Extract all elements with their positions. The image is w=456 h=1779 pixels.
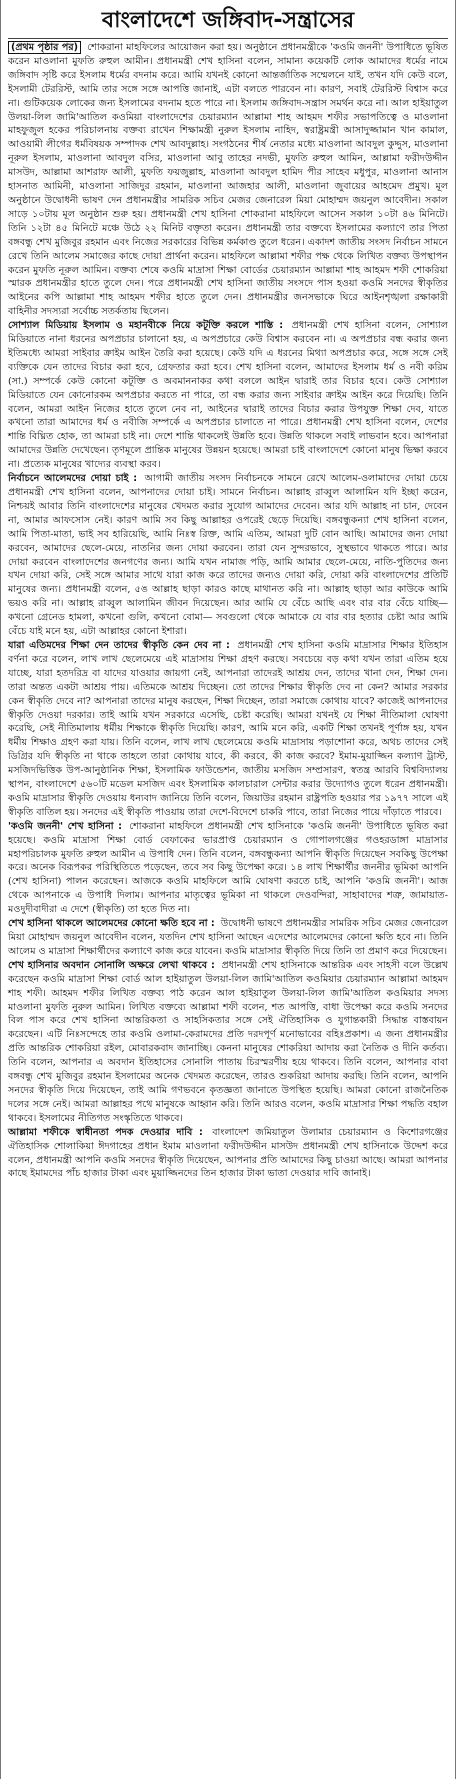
paragraph-text: প্রধানমন্ত্রী শেখ হাসিনাকে আন্তরিক এবং সাহসী বলে উল্লেখ করেছেন কওমি মাদ্রাসা শিক্ষা বোর্ড আল হাইয়াতুল উলয়া-লিল জামি'আতিল কওমিয়ার চেয়ারম্যান আল্লামা আহমদ শাহ শফী। আহমদ শফীর লিখিত বক্তব্য পাঠ করেন আল হাইয়াতুল উলয়া-লিল জামি'আতিল কওমিয়ার সদস্য মাওলানা মুফতি নুরুল আমিন। লিখিত বক্তব্যে আল্লামা শফী বলেন, শত আপত্তি, বাধা উপেক্ষা করে কওমি সনদের বিল পাস করে শেখ হাসিনা আন্তরিকতা ও সাহসিকতার সঙ্গে সেই ঐতিহাসিক ও যুগান্তকারী সিদ্ধান্ত বাস্তবায়ন করেছেন। এটি নিঃসন্দেহে তার কওমি ওলামা-কেরামদের প্রতি দরদপূর্ণ মনোভাবের বহিঃপ্রকাশ। এ জন্য প্রধানমন্ত্রীর প্রতি আন্তরিক শোকরিয়া রইল, মোবারকবাদ জানাচ্ছি। কেননা মানুষের শোকরিয়া আদায় করা নৈতিক ও দীনি কর্তব্য। তিনি বলেন, আপনার এ অবদান ইতিহাসের সোনালি পাতায় চিরস্মরণীয় হয়ে থাকবে। তিনি বলেন, আপনার বাবা বঙ্গবন্ধু শেখ মুজিবুর রহমান ইসলামের অনেক খেদমত করেছেন, তারও শুকরিয়া আদায় করছি। তিনি বলেন, আপনি সনদের স্বীকৃতি দিয়ে দিয়েছেন, তাই আমি গণভবনে কৃতজ্ঞতা জানাতে উপস্থিত হয়েছি। আমরা কোনো রাজনৈতিক দলের সঙ্গে নেই। আমরা আল্লাহর পথে মানুষকে আহ্বান করি। তিনি আরও বলেন, কওমি মাদ্রাসার শিক্ষা পদ্ধতি বহাল থাকবে। ইসলামের নীতিগত সংস্কৃতিতে থাকবে।	[8, 959, 448, 1124]
section-subheading: সোশ্যাল মিডিয়ায় ইসলাম ও মহানবীকে নিয়ে কটূক্তি করলে শাস্তি :	[8, 320, 284, 332]
article-paragraph	[8, 1126, 448, 1182]
paragraph-text: বাংলাদেশ জমিয়াতুল উলামার চেয়ারম্যান ও কিশোরগঞ্জের ঐতিহাসিক শোলাকিয়া ঈদগাহের প্রধান ইমাম মাওলানা ফরীদউদ্দীন মাসউদ প্রধানমন্ত্রী শেখ হাসিনাকে উদ্দেশ করে বলেন, প্রধানমন্ত্রী আপনি কওমি সনদের স্বীকৃতি দিয়েছেন, আপনার প্রতি আমাদের কিছু চাওয়া আছে। আমরা আপনার কাছে ইমামদের পাঁচ হাজার টাকা এবং মুয়াজ্জিনদের তিন হাজার টাকা ভাতা দেওয়ার দাবি জানাই।	[8, 1126, 448, 1180]
paragraph-text: উদ্বোধনী ভাষণে প্রধানমন্ত্রীর সামরিক সচিব মেজর জেনারেল মিয়া মোহাম্মদ জয়নুল আবেদীন বলেন, যতদিন শেখ হাসিনা আছেন এদেশের আলেমদের কোনো ক্ষতি হবে না। তিনি আলেম ও মাদ্রাসা শিক্ষার্থীদের কল্যাণে কাজ করে যাবেন। কওমি মাদ্রাসার স্বীকৃতি দিয়ে তিনি তা প্রমাণ করে দিয়েছেন।	[8, 918, 448, 957]
section-subheading: 'কওমি জননী' শেখ হাসিনা :	[8, 820, 122, 832]
paragraph-text: প্রধানমন্ত্রী শেখ হাসিনা কওমি মাদ্রাসার শিক্ষার ইতিহাস বর্ণনা করে বলেন, লাখ লাখ ছেলেমেয়ে এই মাদ্রাসায় শিক্ষা গ্রহণ করছে। সবচেয়ে বড় কথা যখন তারা এতিম হয়ে যাচ্ছে, যারা হতদরিদ্র বা যাদের যাওয়ার জায়গা নেই, আপনারা তাদেরই আশ্রয় দেন, তাদের খানা দেন, শিক্ষা দেন। তারা অন্তত একটা আশ্রয় পায়। এতিমকে আশ্রয় দিচ্ছেন। তো তাদের শিক্ষার স্বীকৃতি দেব না কেন? আমার সরকার কেন স্বীকৃতি দেবে না? আপনারা তাদের মানুষ করছেন, শিক্ষা দিচ্ছেন, তারা সমাজে কোথায় যাবে? কাজেই আপনাদের স্বীকৃতি দেওয়া দরকার। তাই আমি যখন সরকারে এসেছি, চেষ্টা করেছি। আমরা যখনই যে শিক্ষা নীতিমালা ঘোষণা করেছি, সেই নীতিমালায় ধর্মীয় শিক্ষাকে স্বীকৃতি দিয়েছি। কারণ, আমি মনে করি, একটি শিক্ষা তখনই পূর্ণাঙ্গ হয়, যখন ধর্মীয় শিক্ষাও গ্রহণ করা যায়। তিনি বলেন, লাখ লাখ ছেলেমেয়ে কওমি মাদ্রাসায় পড়াশোনা করে, অথচ তাদের সেই ডিগ্রির যদি স্বীকৃতি না থাকে তাহলে তারা কোথায় যাবে, কী করবে, কী কাজ করবে? ইমাম-মুয়াজ্জিন কল্যাণ ট্রাস্ট, মসজিদভিত্তিক উপ-আনুষ্ঠানিক শিক্ষা, ইসলামিক ফাউন্ডেশন, জাতীয় মসজিদ সম্প্রসারণ, স্বতন্ত্র আরবি বিশ্ববিদ্যালয় স্থাপন, বাংলাদেশে ৫৬০টি মডেল মসজিদ এবং ইসলামিক কালচারাল সেন্টার করার উদ্যোগও তুলে ধরেন প্রধানমন্ত্রী। কওমি মাদ্রাসার স্বীকৃতি দেওয়ায় ধন্যবাদ জানিয়ে তিনি বলেন, জিয়াউর রহমান রাষ্ট্রপতি হওয়ার পর ১৯৭৭ সালে এই স্বীকৃতি বাতিল হয়। সনদের এই স্বীকৃতি পাওয়ায় তারা দেশে-বিদেশে চাকরি পাবে, তারা নিজের পায়ে দাঁড়াতে পারবে।	[8, 639, 448, 818]
paragraph-text: আগামী জাতীয় সংসদ নির্বাচনকে সামনে রেখে আলেম-ওলামাদের দোয়া চেয়ে প্রধানমন্ত্রী শেখ হাসিনা বলেন, আপনাদের দোয়া চাই। সামনে নির্বাচন। আল্লাহ রাব্বুল আলামিন যদি ইচ্ছা করেন, নিশ্চয়ই আবার তিনি বাংলাদেশের মানুষের খেদমত করার সুযোগ আমাদের দেবেন। আর যদি আল্লাহ না চান, দেবেন না, আমার আফসোস নেই। কারণ আমি সব কিছু আল্লাহর ওপরেই ছেড়ে দিয়েছি। বঙ্গবন্ধুকন্যা শেখ হাসিনা বলেন, আমি পিতা-মাতা, ভাই সব হারিয়েছি, আমি নিঃস্ব রিক্ত, আমি এতিম, আমরা দুটি বোন আছি। আমাদের জন্য দোয়া করবেন, আমাদের ছেলে-মেয়ে, নাতনির জন্য দোয়া করবেন। তারা যেন সুন্দরভাবে, সুস্থভাবে থাকতে পারে। আর দোয়া করবেন বাংলাদেশের জনগণের জন্য। আমি যখন নামাজ পড়ি, আমি আমার ছেলে-মেয়ে, নাতি-পুতিদের জন্য যখন দোয়া করি, সেই সঙ্গে আমার সাথে যারা কাজ করে তাদের জন্যও দোয়া করি, দোয়া করি বাংলাদেশের প্রতিটি মানুষের জন্য। প্রধানমন্ত্রী বলেন, ৫ঙ আল্লাহ ছাড়া কারও কাছে মাথানত করি না। আল্লাহ ছাড়া আর কাউকে আমি ভয়ও করি না। আল্লাহ রাব্বুল আলামিন জীবন দিয়েছেন। আর আমি যে বেঁচে আছি এবং বার বার বেঁচে যাচ্ছি— কখনো গ্রেনেড হামলা, কখনো গুলি, কখনো বোমা— সবগুলো থেকে আমাকে যে বার বার হত্যার চেষ্টা আর আমি বেঁচে যাই মনে হয়, এটা আল্লাহর কোনো ইশারা।	[8, 473, 448, 638]
article-paragraph	[8, 959, 448, 1126]
section-subheading: যারা এতিমদের শিক্ষা দেন তাদের স্বীকৃতি কেন দেব না :	[8, 639, 230, 651]
article-body	[8, 41, 448, 1181]
article-paragraph	[8, 319, 448, 472]
article-paragraph	[8, 917, 448, 959]
continuation-label: (প্রথম পৃষ্ঠার পর)	[8, 41, 81, 54]
paragraph-text: শোকরানা মাহফিলে প্রধানমন্ত্রী শেখ হাসিনাকে 'কওমি জননী' উপাধিতে ভূষিত করা হয়েছে। কওমি মাদ্রাসা শিক্ষা বোর্ড বেফাকের ভারপ্রাপ্ত চেয়ারম্যান ও গোপালগঞ্জের গওহরডাঙ্গা মাদ্রাসার মহাপরিচালক মুফতি রুহুল আমীন এ উপাধি দেন। তিনি বলেন, বঙ্গবন্ধুকন্যা আপনি স্বীকৃতি দিয়েছেন সবকিছু উপেক্ষা করে। অনেক বিরূপকর পরিস্থিতিতে পড়েছেন, তবে সব কিছু উপেক্ষা করে। ১৪ লাখ শিক্ষার্থীর জননীর ভূমিকা আপনি (শেখ হাসিনা) পালন করেছেন। আজকে কওমি মাহফিলে আমি ঘোষণা করতে চাই, আপনি 'কওমি জননী'। আজ থেকে আপনাকে এ উপাধি দিলাম। আপনার মাতৃত্বের ভূমিকা না থাকলে দেওবন্দিরা, সাহাবাদের শত্রু, জামায়াত-মওদুদীবাদীরা এ দেশে (স্বীকৃতি) তা হতে দিত না।	[8, 820, 448, 916]
section-subheading: নির্বাচনে আলেমদের দোয়া চাই :	[8, 473, 138, 485]
headline: বাংলাদেশে জঙ্গিবাদ-সন্ত্রাসের	[8, 6, 448, 39]
article-paragraph	[8, 639, 448, 820]
paragraph-text: শোকরানা মাহফিলের আয়োজন করা হয়। অনুষ্ঠানে প্রধানমন্ত্রীকে 'কওমি জননী' উপাধিতে ভূষিত করেন মাওলানা মুফতি রুহুল আমীন। প্রধানমন্ত্রী শেখ হাসিনা বলেন, সামান্য কয়েকটি লোক আমাদের ধর্মের নামে জঙ্গিবাদ সৃষ্টি করে ইসলাম ধর্মের বদনাম করে। আমি যখনই কোনো আন্তর্জাতিক সম্মেলনে যাই, তখন যদি কেউ বলে, ইসলামী টেররিস্ট, আমি তার সঙ্গে সঙ্গে আপত্তি জানাই, এটা বলতে পারবেন না। কারণ, সবাই টেররিস্ট বিশ্বাস করে না। গুটিকয়েক লোকের জন্য ইসলামের বদনাম হতে পারে না। ইসলাম জঙ্গিবাদ-সন্ত্রাস সমর্থন করে না। আল হাইয়াতুল উলয়া-লিল জামি'আতিল কওমিয়া বাংলাদেশের চেয়ারম্যান আল্লামা শাহ আহমদ শফীর সভাপতিত্বে ও মাওলানা মাহফুজুল হকের পরিচালনায় বক্তব্য রাখেন শিক্ষামন্ত্রী নুরুল ইসলাম নাহিদ, স্বরাষ্ট্রমন্ত্রী আসাদুজ্জামান খান কামাল, আওয়ামী লীগের ধর্মবিষয়ক সম্পাদক শেখ আবদুল্লাহ। সংগঠনের শীর্ষ নেতার মধ্যে মাওলানা আবদুল কুদ্দুস, মাওলানা নূরুল ইসলাম, মাওলানা আবদুল বসির, মাওলানা আবু তাহের নদভী, মুফতি রুহুল আমিন, আল্লামা ফরীদউদ্দীন মাসউদ, আল্লামা আশরাফ আলী, মুফতি ফয়জুল্লাহ, মাওলানা আবদুল হামিদ পীর সাহেব মধুপুর, মাওলানা আনাস হাসনাত আমিনী, মাওলানা সাজিদুর রহমান, মাওলানা আজহার আলী, মাওলানা জুবায়ের আহমেদ প্রমুখ। মূল অনুষ্ঠানে উদ্বোধনী ভাষণ দেন প্রধানমন্ত্রীর সামরিক সচিব মেজর জেনারেল মিয়া মোহাম্মদ জয়নুল আবেদীন। সকাল সাড়ে ১০টায় মূল অনুষ্ঠান শুরু হয়। প্রধানমন্ত্রী শেখ হাসিনা শোকরানা মাহফিলে আসেন সকাল ১০টা ৪৬ মিনিটে। তিনি ১২টা ৪৫ মিনিটে মঞ্চে উঠে ২২ মিনিট বক্তৃতা করেন। প্রধানমন্ত্রী তার বক্তব্যে ইসলামের কল্যাণে তার পিতা বঙ্গবন্ধু শেখ মুজিবুর রহমান এবং নিজের সরকারের বিভিন্ন কর্মকাণ্ড তুলে ধরেন। একাদশ জাতীয় সংসদ নির্বাচন সামনে রেখে তিনি আলেম সমাজের কাছে দোয়া প্রার্থনা করেন। মাহফিলে আল্লামা শফীর পক্ষ থেকে লিখিত বক্তব্য উপস্থাপন করেন মুফতি নূরুল আমিন। বক্তব্য শেষে কওমি মাদ্রাসা শিক্ষা বোর্ডের চেয়ারম্যান আল্লামা শাহ আহমদ শফী শোকরিয়া স্মারক প্রধানমন্ত্রীর হাতে তুলে দেন। পরে প্রধানমন্ত্রী শেখ হাসিনা জাতীয় সংসদে পাস হওয়া কওমি সনদের স্বীকৃতির আইনের কপি আল্লামা শাহ আহমদ শফীর হাতে তুলে দেন। প্রধানমন্ত্রীর জনসভাকে ঘিরে আইনশৃঙ্খলা রক্ষাকারী বাহিনীর সদস্যরা সর্বোচ্চ সতর্কতায় ছিলেন।	[8, 42, 448, 318]
article-paragraph	[8, 820, 448, 917]
section-subheading: শেখ হাসিনা থাকলে আলেমদের কোনো ক্ষতি হবে না :	[8, 918, 215, 930]
article-paragraph	[8, 41, 448, 319]
section-subheading: শেখ হাসিনার অবদান সোনালি অক্ষরে লেখা থাকবে :	[8, 959, 215, 971]
paragraph-text: প্রধানমন্ত্রী শেখ হাসিনা বলেন, সোশ্যাল মিডিয়াতে নানা ধরনের অপপ্রচার চালানো হয়, এ অপপ্রচারে কেউ বিশ্বাস করবেন না। এ অপপ্রচার বন্ধ করার জন্য ইতিমধ্যে আমরা সাইবার ক্রাইম আইন তৈরি করা হয়েছে। কেউ যদি এ ধরনের মিথ্যা অপপ্রচার করে, সঙ্গে সঙ্গে সেই ব্যক্তিকে যেন তাদের বিচার করা হবে, গ্রেফতার করা হবে। শেখ হাসিনা বলেন, আমাদের ইসলাম ধর্ম ও নবী করিম (সা.) সম্পর্কে কেউ কোনো কটূক্তি ও অবমাননাকর কথা বললে আইন দ্বারাই তার বিচার হবে। কেউ সোশ্যাল মিডিয়াতে যেন কোনোরকম অপপ্রচার করতে না পারে, তা বন্ধ করার জন্য সাইবার ক্রাইম আইন করে দিয়েছি। তিনি বলেন, আমরা আইন নিজের হাতে তুলে নেব না, আইনের দ্বারাই তাদের বিচার করার উপযুক্ত শিক্ষা দেব, যাতে কখনো তারা আমাদের ধর্ম ও নবীজি সম্পর্কে এ অপপ্রচার চালাতে না পারে। প্রধানমন্ত্রী শেখ হাসিনা বলেন, দেশের শান্তি বিঘ্নিত হোক, তা আমরা চাই না। দেশে শান্তি থাকলেই উন্নতি হবে। উন্নতি থাকলে সবাই লাভবান হবে। আপনারা আমাদের উন্নতি দেখেছেন। তৃণমূলে প্রান্তিক মানুষের উন্নয়ন হয়েছে। আমরা চাই বাংলাদেশে কোনো মানুষ ভিক্ষা করবে না। প্রত্যেক মানুষের খাদ্যের ব্যবস্থা করব।	[8, 320, 448, 471]
article-paragraph	[8, 472, 448, 639]
section-subheading: আল্লামা শফীকে স্বাধীনতা পদক দেওয়ার দাবি :	[8, 1126, 203, 1138]
